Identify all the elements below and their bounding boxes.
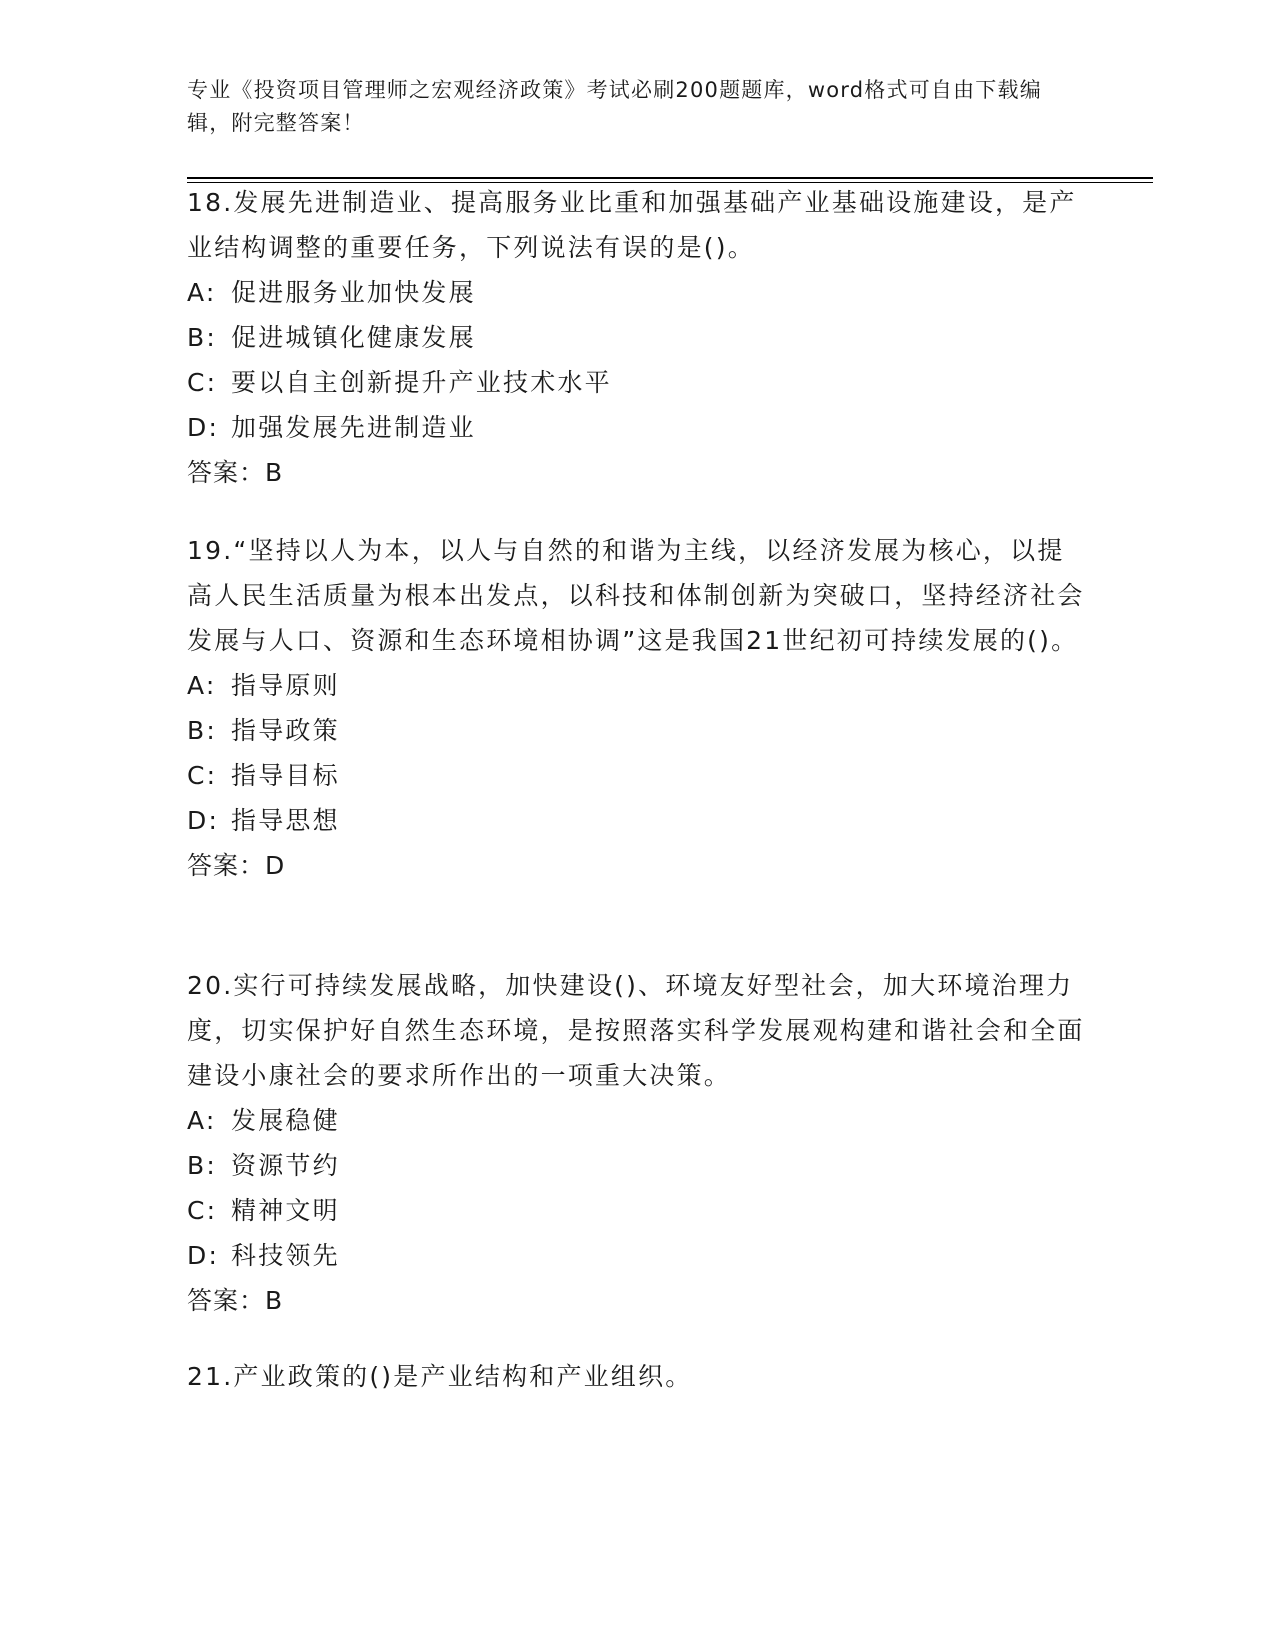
answer-line: 答案：B [187, 1286, 284, 1315]
option-text: 指导目标 [231, 761, 340, 790]
option-letter: B: [187, 1151, 217, 1180]
question-text: 21.产业政策的()是产业结构和产业组织。 [187, 1362, 693, 1391]
option-text: 指导原则 [231, 671, 340, 700]
option-a [187, 663, 1087, 708]
option-b [187, 1143, 1087, 1188]
option-text: 精神文明 [231, 1196, 340, 1225]
question-19 [187, 528, 1087, 888]
option-letter: D: [187, 1241, 220, 1270]
header-divider-top [187, 177, 1153, 179]
option-a [187, 1098, 1087, 1143]
option-letter: A: [187, 1106, 217, 1135]
question-text: 18.发展先进制造业、提高服务业比重和加强基础产业基础设施建设，是产业结构调整的重要任务，下列说法有误的是()。 [187, 188, 1077, 262]
option-text: 加强发展先进制造业 [231, 413, 476, 442]
question-text: 19.“坚持以人为本，以人与自然的和谐为主线，以经济发展为核心，以提高人民生活质量为根本出发点，以科技和体制创新为突破口，坚持经济社会发展与人口、资源和生态环境相协调”这是我国21世纪初可持续发展的()。 [187, 536, 1085, 655]
option-a [187, 270, 1087, 315]
option-letter: A: [187, 671, 217, 700]
option-c [187, 753, 1087, 798]
option-text: 指导思想 [231, 806, 340, 835]
option-c [187, 1188, 1087, 1233]
answer-line: 答案：D [187, 851, 286, 880]
option-c [187, 360, 1087, 405]
question-21 [187, 1354, 1087, 1399]
answer-line: 答案：B [187, 458, 284, 487]
option-letter: B: [187, 323, 217, 352]
option-letter: D: [187, 413, 220, 442]
option-letter: C: [187, 761, 218, 790]
option-text: 促进城镇化健康发展 [231, 323, 476, 352]
option-letter: D: [187, 806, 220, 835]
option-d [187, 405, 1087, 450]
document-header: 专业《投资项目管理师之宏观经济政策》考试必刷200题题库，word格式可自由下载编辑，附完整答案！ [187, 78, 1042, 135]
option-b [187, 708, 1087, 753]
option-letter: C: [187, 1196, 218, 1225]
question-text: 20.实行可持续发展战略，加快建设()、环境友好型社会，加大环境治理力度，切实保护好自然生态环境，是按照落实科学发展观构建和谐社会和全面建设小康社会的要求所作出的一项重大决策。 [187, 971, 1085, 1090]
option-d [187, 1233, 1087, 1278]
option-text: 科技领先 [231, 1241, 340, 1270]
option-letter: A: [187, 278, 217, 307]
option-letter: B: [187, 716, 217, 745]
option-letter: C: [187, 368, 218, 397]
option-text: 资源节约 [231, 1151, 340, 1180]
option-text: 指导政策 [231, 716, 340, 745]
option-b [187, 315, 1087, 360]
option-d [187, 798, 1087, 843]
question-20 [187, 963, 1087, 1323]
option-text: 发展稳健 [231, 1106, 340, 1135]
option-text: 要以自主创新提升产业技术水平 [231, 368, 612, 397]
question-18 [187, 180, 1087, 495]
option-text: 促进服务业加快发展 [231, 278, 476, 307]
